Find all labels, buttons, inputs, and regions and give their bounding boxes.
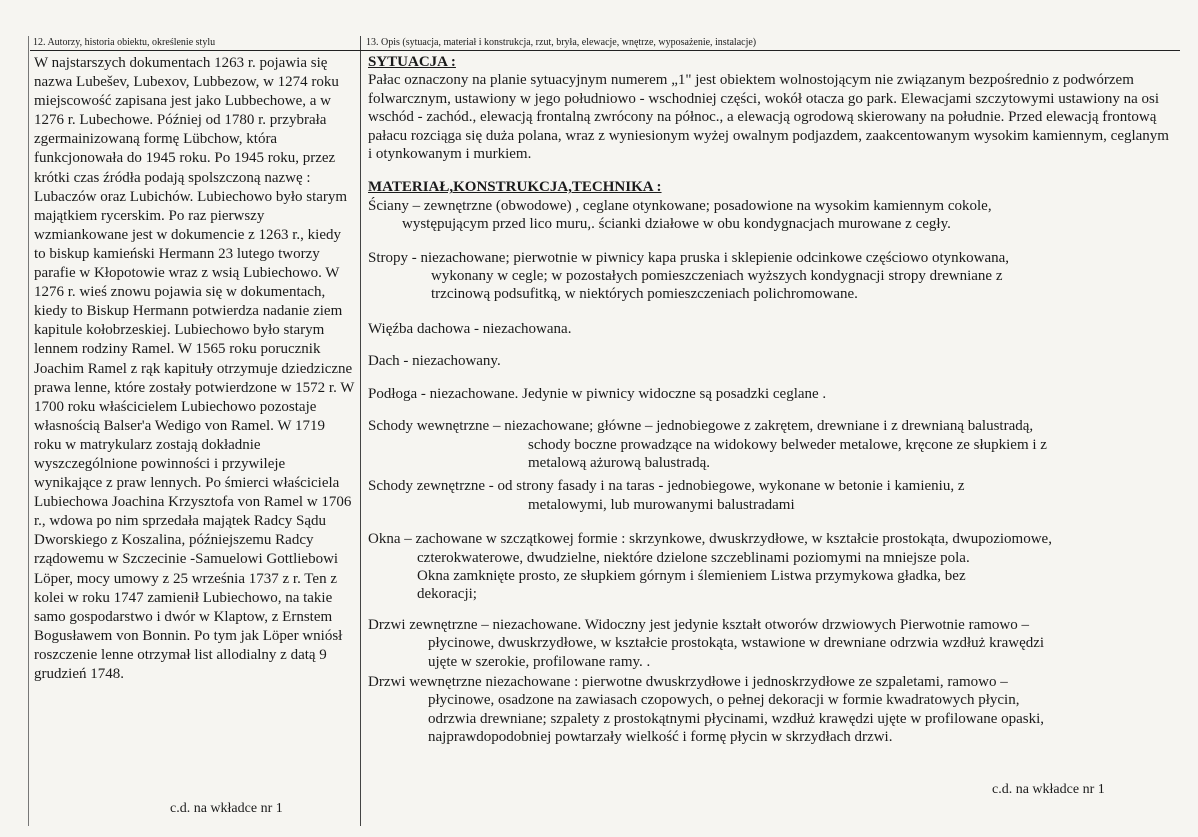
description-column <box>368 53 1173 747</box>
drzwi-wewnetrzne-line-3: odrzwia drewniane; szpalety z prostokątnymi płycinami, wzdłuż krawędzi ujęte w profilowane opaski, <box>428 710 1045 727</box>
podloga-line: Podłoga - niezachowane. Jedynie w piwnicy widoczne są posadzki ceglane . <box>368 385 827 402</box>
sciany-line-2: występującym przed lico muru,. ścianki działowe w obu kondygnacjach murowane z cegły. <box>402 216 951 233</box>
sciany-line-1: Ściany – zewnętrzne (obwodowe) , ceglane otynkowane; posadowione na wysokim kamiennym cokole, <box>368 197 992 214</box>
drzwi-zewnetrzne-line-3: ujęte w szerokie, profilowane ramy. . <box>428 653 651 670</box>
sytuacja-text: Pałac oznaczony na planie sytuacyjnym numerem „1" jest obiektem wolnostojącym nie związanym bezpośrednio z podwórzem folwarcznym, ustawiony w jego południowo - wschodniej części, wokół otacza go park. Elewacjami szczytowymi ustawiony na osi wschód - zachód., elewacją frontalną zwrócony na północ., a elewacją ogrodową skierowany na południe. Przed elewacją frontową pałacu rozciąga się duża polana, wraz z wyniesionym wyżej owalnym podjazdem, zaakcentowanym wysokim kamiennym, ceglanym i otynkowanym i murkiem. <box>368 72 1169 163</box>
drzwi-wewnetrzne-line-1: Drzwi wewnętrzne niezachowane : pierwotne dwuskrzydłowe i jednoskrzydłowe ze szpaletami, ramowo – <box>368 673 1008 690</box>
stropy-line-2: wykonany w cegle; w pozostałych pomieszczeniach wyższych kondygnacji stropy drewniane z <box>431 268 1003 285</box>
okna-line-3: Okna zamknięte prosto, ze słupkiem górnym i ślemieniem Listwa przymykowa gładka, bez <box>417 567 966 584</box>
sytuacja-heading: SYTUACJA : <box>368 54 456 70</box>
okna-line-4: dekoracji; <box>417 586 477 603</box>
drzwi-zewnetrzne-line-1: Drzwi zewnętrzne – niezachowane. Widoczny jest jedynie kształt otworów drzwiowych Pierwotnie ramowo – <box>368 616 1029 633</box>
drzwi-wewnetrzne-line-4: najprawdopodobniej powtarzały wielkość i formę płycin w skrzydłach drzwi. <box>428 729 893 746</box>
schody-wewnetrzne-line-1: Schody wewnętrzne – niezachowane; główne – jednobiegowe z zakrętem, drewniane i z drewnianą balustradą, <box>368 418 1034 435</box>
drzwi-wewnetrzne-line-2: płycinowe, osadzone na zawiasach czopowych, o pełnej dekoracji w formie kwadratowych płycin, <box>428 692 1020 709</box>
right-continuation-note: c.d. na wkładce nr 1 <box>992 782 1105 797</box>
history-column <box>34 54 356 684</box>
drzwi-zewnetrzne-line-2: płycinowe, dwuskrzydłowe, w kształcie prostokąta, wstawione w drewniane odrzwia wzdłuż krawędzi <box>428 635 1045 652</box>
material-heading: MATERIAŁ,KONSTRUKCJA,TECHNIKA : <box>368 179 662 196</box>
schody-zewnetrzne-line-1: Schody zewnętrzne - od strony fasady i na taras - jednobiegowe, wykonane w betonie i kamieniu, z <box>368 478 965 495</box>
okna-line-2: czterokwaterowe, dwudzielne, niektóre dzielone szczeblinami poziomymi na mniejsze pola. <box>417 549 970 566</box>
okna-line-1: Okna – zachowane w szczątkowej formie : skrzynkowe, dwuskrzydłowe, w kształcie prostokąta, dwupoziomowe, <box>368 531 1052 548</box>
header-rule <box>30 50 1180 51</box>
schody-wewnetrzne-line-3: metalową ażurową balustradą. <box>528 454 710 471</box>
left-column-header: 12. Autorzy, historia obiektu, określenie stylu <box>33 37 216 48</box>
left-continuation-note: c.d. na wkładce nr 1 <box>170 801 283 816</box>
column-divider <box>360 36 361 826</box>
left-border <box>28 36 29 826</box>
wiezba-line: Więźba dachowa - niezachowana. <box>368 320 572 337</box>
history-text: W najstarszych dokumentach 1263 r. pojawia się nazwa Lubešev, Lubexov, Lubbezow, w 1274 roku miejscowość zapisana jest jako Lubbechowe, a w 1276 r. Lubechowe. Później od 1780 r. przybrała zgermainizowaną formę Lübchow, która funkcjonowała do 1945 roku. Po 1945 roku, przez krótki czas źródła podają spolszczoną nazwę : Lubaczów oraz Lubichów. Lubiechowo było starym majątkiem rycerskim. Po raz pierwszy wzmiankowane jest w dokumencie z 1263 r., kiedy to biskup kamieński Hermann 23 lutego tworzy parafie w Kłopotowie wraz z wsią Lubiechowo. W 1276 r. wieś znowu pojawia się w dokumentach, kiedy to Biskup Hermann potwierdza nadanie ziem kapitule kołobrzeskiej. Lubiechowo było starym lennem rodziny Ramel. W 1565 roku porucznik Joachim Ramel z rąk kapituły otrzymuje dziedziczne prawa lenne, które zostały potwierdzone w 1572 r. W 1700 roku właścicielem Lubiechowo pozostaje własnością Balser'a Wedigo von Ramel. W 1719 roku w matrykularz zostają dokładnie wyszczególnione powinności i przywileje wynikające z praw lennych. Po śmierci właściciela Lubiechowa Joachina Krzysztofa von Ramel w 1706 r., wdowa po nim sprzedała majątek Radcy Sądu Dworskiego z Koszalina, późniejszemu Radcy rządowemu w Szczecinie -Samuelowi Gottliebowi Löper, mocy umowy z 25 września 1737 z r. Ten z kolei w roku 1747 zamienił Lubiechowo, na takie samo gospodarstwo i dwór w Klaptow, z Ernstem Bogusławem von Bonnin. Po tym jak Löper wniósł roszczenie lenne otrzymał list allodialny z datą 9 grudzień 1748. <box>34 55 355 682</box>
schody-zewnetrzne-line-2: metalowymi, lub murowanymi balustradami <box>528 496 795 513</box>
dach-line: Dach - niezachowany. <box>368 353 501 370</box>
stropy-line-3: trzcinową podsufitką, w niektórych pomieszczeniach polichromowane. <box>431 286 858 303</box>
schody-wewnetrzne-line-2: schody boczne prowadzące na widokowy belweder metalowe, kręcone ze słupkiem i z <box>528 436 1047 453</box>
right-column-header: 13. Opis (sytuacja, materiał i konstrukcja, rzut, bryła, elewacje, wnętrze, wyposażenie, instalacje) <box>366 37 757 48</box>
stropy-line-1: Stropy - niezachowane; pierwotnie w piwnicy kapa pruska i sklepienie odcinkowe częściowo otynkowana, <box>368 249 1010 266</box>
